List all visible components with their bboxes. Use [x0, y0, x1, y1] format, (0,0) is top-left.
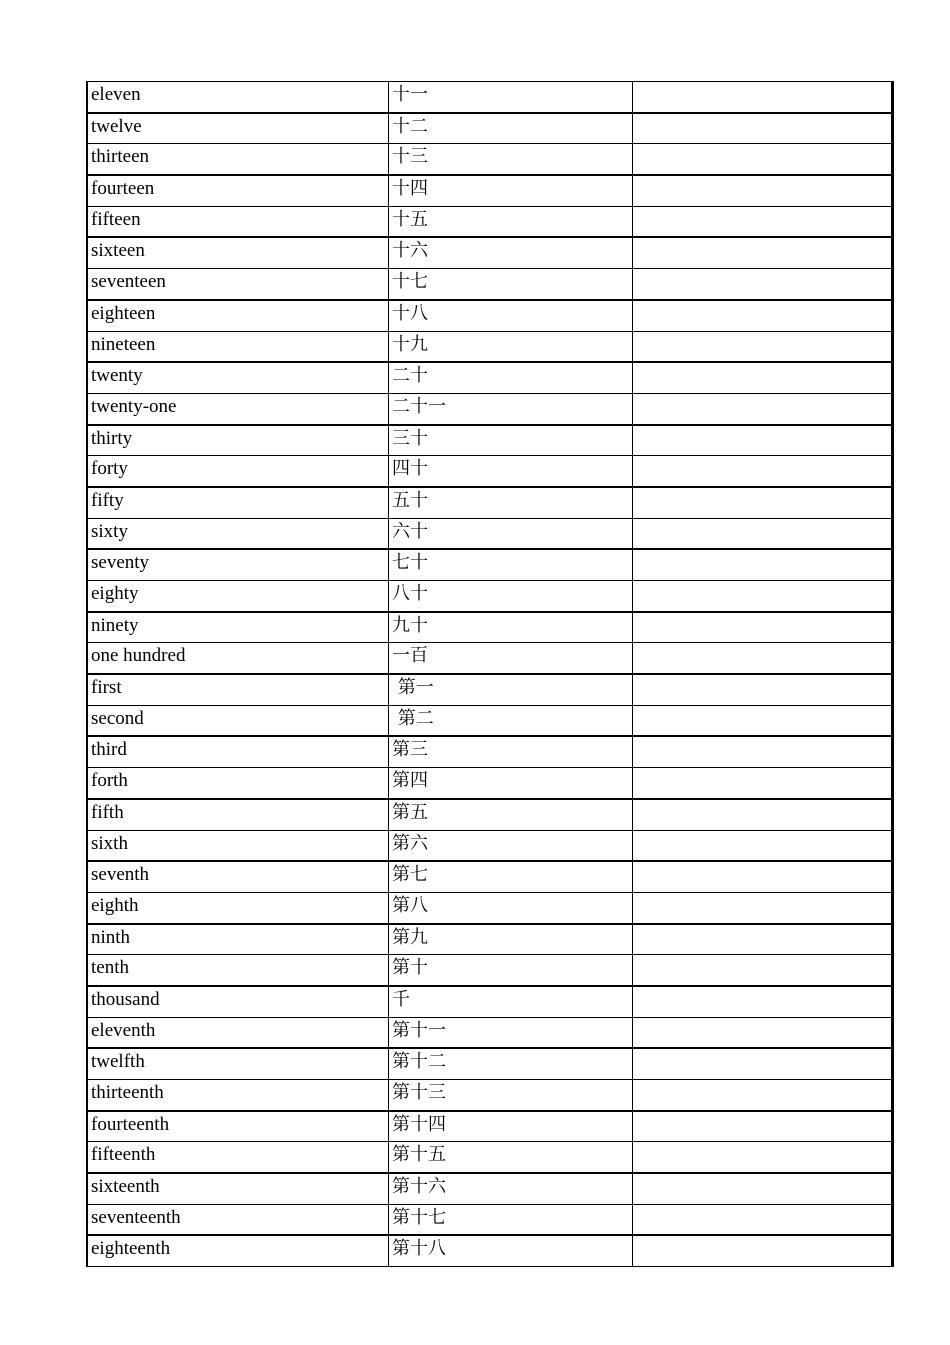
blank-cell: [633, 955, 893, 986]
vocabulary-table: [86, 81, 894, 1267]
chinese-meaning-cell: 二十一: [389, 393, 633, 424]
english-word-cell: second: [87, 705, 389, 736]
blank-cell: [633, 456, 893, 487]
blank-cell: [633, 1235, 893, 1266]
blank-cell: [633, 1173, 893, 1204]
blank-cell: [633, 331, 893, 362]
table-row: [87, 581, 893, 612]
blank-cell: [633, 705, 893, 736]
chinese-meaning-cell: 第六: [389, 830, 633, 861]
english-word-cell: seventy: [87, 549, 389, 580]
chinese-meaning-cell: 七十: [389, 549, 633, 580]
table-row: [87, 986, 893, 1017]
blank-cell: [633, 1111, 893, 1142]
english-word-cell: twelve: [87, 113, 389, 144]
table-row: [87, 82, 893, 113]
blank-cell: [633, 393, 893, 424]
table-row: [87, 1048, 893, 1079]
chinese-meaning-cell: 第十五: [389, 1142, 633, 1173]
chinese-meaning-cell: 十三: [389, 144, 633, 175]
table-row: [87, 674, 893, 705]
english-word-cell: fifty: [87, 487, 389, 518]
chinese-meaning-cell: 四十: [389, 456, 633, 487]
blank-cell: [633, 518, 893, 549]
blank-cell: [633, 1142, 893, 1173]
chinese-meaning-cell: 第九: [389, 924, 633, 955]
english-word-cell: seventh: [87, 861, 389, 892]
chinese-meaning-cell: 十一: [389, 82, 633, 113]
english-word-cell: twelfth: [87, 1048, 389, 1079]
chinese-meaning-cell: 一百: [389, 643, 633, 674]
english-word-cell: forty: [87, 456, 389, 487]
chinese-meaning-cell: 第四: [389, 768, 633, 799]
table-row: [87, 1111, 893, 1142]
table-row: [87, 144, 893, 175]
english-word-cell: sixteenth: [87, 1173, 389, 1204]
table-row: [87, 892, 893, 923]
table-row: [87, 799, 893, 830]
table-row: [87, 362, 893, 393]
english-word-cell: one hundred: [87, 643, 389, 674]
chinese-meaning-cell: 第三: [389, 736, 633, 767]
english-word-cell: fifteenth: [87, 1142, 389, 1173]
chinese-meaning-cell: 十七: [389, 269, 633, 300]
blank-cell: [633, 768, 893, 799]
english-word-cell: forth: [87, 768, 389, 799]
blank-cell: [633, 175, 893, 206]
chinese-meaning-cell: 第十八: [389, 1235, 633, 1266]
english-word-cell: tenth: [87, 955, 389, 986]
english-word-cell: fourteenth: [87, 1111, 389, 1142]
table-row: [87, 269, 893, 300]
english-word-cell: thirteenth: [87, 1080, 389, 1111]
chinese-meaning-cell: 第十二: [389, 1048, 633, 1079]
blank-cell: [633, 1048, 893, 1079]
chinese-meaning-cell: 八十: [389, 581, 633, 612]
blank-cell: [633, 674, 893, 705]
blank-cell: [633, 1080, 893, 1111]
blank-cell: [633, 1017, 893, 1048]
vocabulary-table-body: [87, 82, 893, 1267]
table-row: [87, 113, 893, 144]
table-row: [87, 549, 893, 580]
chinese-meaning-cell: 五十: [389, 487, 633, 518]
chinese-meaning-cell: 十八: [389, 300, 633, 331]
table-row: [87, 206, 893, 237]
chinese-meaning-cell: 第十六: [389, 1173, 633, 1204]
english-word-cell: eleven: [87, 82, 389, 113]
english-word-cell: first: [87, 674, 389, 705]
english-word-cell: eighth: [87, 892, 389, 923]
blank-cell: [633, 892, 893, 923]
english-word-cell: fifth: [87, 799, 389, 830]
blank-cell: [633, 612, 893, 643]
english-word-cell: twenty: [87, 362, 389, 393]
table-row: [87, 487, 893, 518]
table-row: [87, 1173, 893, 1204]
blank-cell: [633, 206, 893, 237]
blank-cell: [633, 487, 893, 518]
table-row: [87, 518, 893, 549]
english-word-cell: ninety: [87, 612, 389, 643]
english-word-cell: thousand: [87, 986, 389, 1017]
english-word-cell: seventeen: [87, 269, 389, 300]
blank-cell: [633, 861, 893, 892]
chinese-meaning-cell: 第二: [389, 705, 633, 736]
table-row: [87, 955, 893, 986]
table-row: [87, 425, 893, 456]
chinese-meaning-cell: 千: [389, 986, 633, 1017]
chinese-meaning-cell: 第十七: [389, 1204, 633, 1235]
english-word-cell: eighty: [87, 581, 389, 612]
chinese-meaning-cell: 十五: [389, 206, 633, 237]
table-row: [87, 768, 893, 799]
table-row: [87, 1142, 893, 1173]
chinese-meaning-cell: 十二: [389, 113, 633, 144]
english-word-cell: eighteen: [87, 300, 389, 331]
blank-cell: [633, 300, 893, 331]
blank-cell: [633, 269, 893, 300]
table-row: [87, 1080, 893, 1111]
table-row: [87, 1204, 893, 1235]
blank-cell: [633, 924, 893, 955]
english-word-cell: nineteen: [87, 331, 389, 362]
english-word-cell: thirty: [87, 425, 389, 456]
english-word-cell: sixty: [87, 518, 389, 549]
blank-cell: [633, 1204, 893, 1235]
english-word-cell: third: [87, 736, 389, 767]
blank-cell: [633, 986, 893, 1017]
chinese-meaning-cell: 第十四: [389, 1111, 633, 1142]
table-row: [87, 1235, 893, 1266]
english-word-cell: seventeenth: [87, 1204, 389, 1235]
table-row: [87, 736, 893, 767]
english-word-cell: sixteen: [87, 237, 389, 268]
english-word-cell: fifteen: [87, 206, 389, 237]
english-word-cell: ninth: [87, 924, 389, 955]
chinese-meaning-cell: 三十: [389, 425, 633, 456]
table-row: [87, 1017, 893, 1048]
table-row: [87, 830, 893, 861]
english-word-cell: thirteen: [87, 144, 389, 175]
blank-cell: [633, 830, 893, 861]
chinese-meaning-cell: 第八: [389, 892, 633, 923]
table-row: [87, 705, 893, 736]
blank-cell: [633, 144, 893, 175]
blank-cell: [633, 362, 893, 393]
table-row: [87, 861, 893, 892]
chinese-meaning-cell: 二十: [389, 362, 633, 393]
blank-cell: [633, 799, 893, 830]
blank-cell: [633, 425, 893, 456]
table-row: [87, 612, 893, 643]
table-row: [87, 643, 893, 674]
blank-cell: [633, 237, 893, 268]
table-row: [87, 331, 893, 362]
chinese-meaning-cell: 十六: [389, 237, 633, 268]
english-word-cell: sixth: [87, 830, 389, 861]
chinese-meaning-cell: 第十一: [389, 1017, 633, 1048]
chinese-meaning-cell: 六十: [389, 518, 633, 549]
english-word-cell: fourteen: [87, 175, 389, 206]
chinese-meaning-cell: 第一: [389, 674, 633, 705]
blank-cell: [633, 82, 893, 113]
english-word-cell: eighteenth: [87, 1235, 389, 1266]
table-row: [87, 237, 893, 268]
blank-cell: [633, 549, 893, 580]
english-word-cell: twenty-one: [87, 393, 389, 424]
chinese-meaning-cell: 第五: [389, 799, 633, 830]
chinese-meaning-cell: 十九: [389, 331, 633, 362]
blank-cell: [633, 113, 893, 144]
english-word-cell: eleventh: [87, 1017, 389, 1048]
table-row: [87, 300, 893, 331]
chinese-meaning-cell: 十四: [389, 175, 633, 206]
blank-cell: [633, 581, 893, 612]
table-row: [87, 924, 893, 955]
chinese-meaning-cell: 第七: [389, 861, 633, 892]
blank-cell: [633, 736, 893, 767]
table-row: [87, 456, 893, 487]
table-row: [87, 393, 893, 424]
chinese-meaning-cell: 第十三: [389, 1080, 633, 1111]
chinese-meaning-cell: 九十: [389, 612, 633, 643]
table-row: [87, 175, 893, 206]
chinese-meaning-cell: 第十: [389, 955, 633, 986]
blank-cell: [633, 643, 893, 674]
